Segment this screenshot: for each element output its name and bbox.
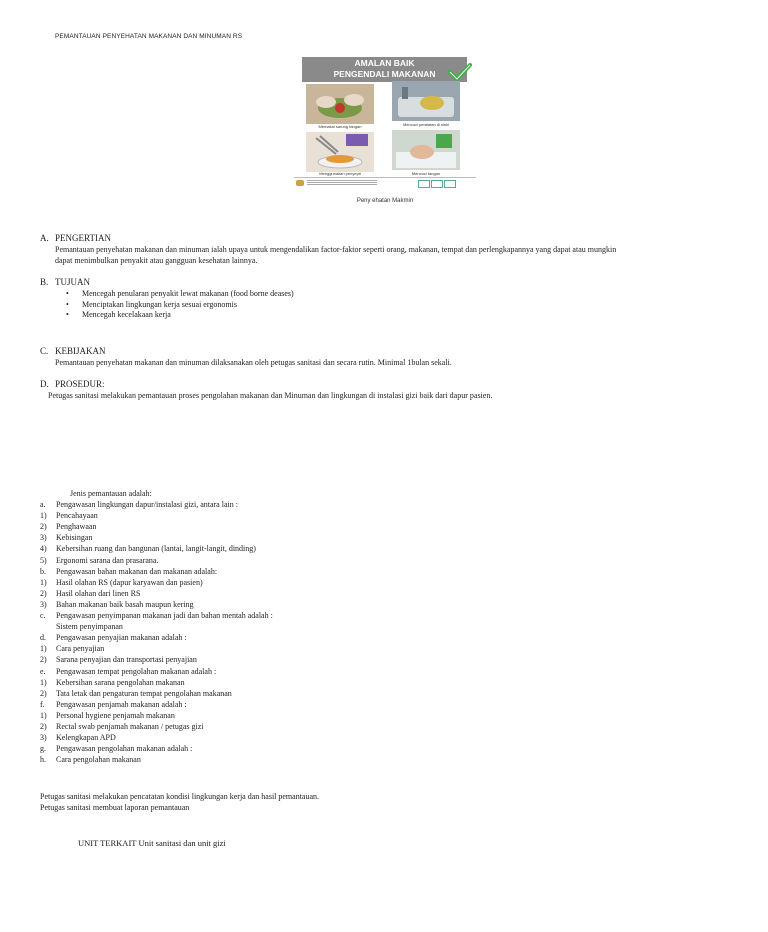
monitoring-list: [40, 488, 273, 765]
list-item-text: Tata letak dan pengaturan tempat pengolahan makanan: [56, 688, 232, 698]
list-item-number: c.: [40, 611, 46, 621]
section-c-heading: [40, 346, 106, 356]
footer-notes: [40, 791, 319, 813]
list-item-text: Pengawasan penjamah makanan adalah :: [56, 699, 187, 709]
photo-sink: [392, 81, 460, 121]
section-title: TUJUAN: [55, 277, 90, 287]
footer-logo-icon: [418, 180, 430, 188]
list-item: • Mencegah kecelakaan kerja: [66, 310, 294, 321]
check-icon: [448, 63, 472, 81]
list-item-text: Sistem penyimpanan: [56, 622, 123, 632]
list-item-text: Cara pengolahan makanan: [56, 755, 141, 765]
list-item-number: b.: [40, 566, 46, 576]
section-a-line1: Pemantauan penyehatan makanan dan minuman ialah upaya untuk mengendalikan factor-faktor seperti orang, makanan, tempat dan perlengkapannya yang dapat atau mungkin: [55, 245, 617, 254]
list-item: [40, 643, 273, 654]
list-item: [40, 588, 273, 599]
poster-footer: [294, 177, 476, 188]
list-item-number: 4): [40, 544, 47, 554]
list-item: [40, 688, 273, 699]
caption-gloves: Memakai sarung tangan: [318, 124, 362, 129]
document-header: PEMANTAUAN PENYEHATAN MAKANAN DAN MINUMAN RS: [55, 33, 243, 40]
list-item-number: e.: [40, 666, 46, 676]
section-title: PENGERTIAN: [55, 233, 111, 243]
list-intro: Jenis pemantauan adalah:: [70, 489, 152, 498]
list-item: [40, 599, 273, 610]
section-title: PROSEDUR:: [55, 379, 105, 389]
goals-list: [66, 289, 294, 321]
list-item-text: Cara penyajian: [56, 644, 105, 654]
list-item-number: 2): [40, 588, 47, 598]
list-item: [40, 610, 273, 621]
list-item: • Menciptakan lingkungan kerja sesuai ergonomis: [66, 300, 294, 311]
section-letter: C.: [40, 346, 49, 356]
section-d-text: Petugas sanitasi melakukan pemantauan proses pengolahan makanan dan Minuman dan lingkungan di instalasi gizi baik dari dapur pasien.: [48, 391, 493, 400]
list-item: [40, 499, 273, 510]
footer-logo-icon: [431, 180, 443, 188]
list-item: [40, 743, 273, 754]
list-item-text: Pengawasan penyajian makanan adalah :: [56, 633, 187, 643]
list-item-text: Pengawasan bahan makanan dan makanan adalah:: [56, 566, 218, 576]
list-item: [40, 677, 273, 688]
list-item: [40, 577, 273, 588]
caption-handwash: Mencuci tangan: [411, 171, 441, 176]
photo-handwash: [392, 130, 460, 170]
list-item-number: 1): [40, 677, 47, 687]
list-item-number: 5): [40, 555, 47, 565]
section-c-text: Pemantauan penyehatan makanan dan minuman dilaksanakan oleh petugas sanitasi dan secara rutin. Minimal 1bulan sekali.: [55, 358, 452, 367]
list-item-number: 2): [40, 655, 47, 665]
poster-caption: Peny ehatan Makmin: [356, 198, 414, 204]
list-item-number: 1): [40, 644, 47, 654]
poster-title-line2: PENGENDALI MAKANAN: [333, 69, 436, 79]
list-item-text: Hasil olahan RS (dapur karyawan dan pasien): [56, 577, 203, 587]
list-item: [40, 754, 273, 765]
list-item: [40, 721, 273, 732]
footer-line1: Petugas sanitasi melakukan pencatatan kondisi lingkungan kerja dan hasil pemantauan.: [40, 792, 320, 801]
list-item-text: Pengawasan tempat pengolahan makanan adalah :: [56, 666, 217, 676]
list-item-text: Kebersihan sarana pengolahan makanan: [56, 677, 185, 687]
footer-logo-icon: [444, 180, 456, 188]
poster-image: [294, 57, 476, 191]
poster-footer-text: [307, 180, 377, 185]
list-item-number: 1): [40, 577, 47, 587]
list-item-number: 2): [40, 522, 47, 532]
list-item: [40, 621, 273, 632]
list-item: [40, 666, 273, 677]
poster-title-line1: AMALAN BAIK: [354, 58, 415, 68]
list-item-number: f.: [40, 699, 45, 709]
list-item: [40, 510, 273, 521]
list-item-number: 1): [40, 511, 47, 521]
list-item: • Mencegah penularan penyakit lewat makanan (food borne deases): [66, 289, 294, 300]
list-item-text: Hasil olahan dari linen RS: [56, 588, 141, 598]
list-item-text: Pencahayaan: [56, 511, 98, 521]
poster-title: [302, 57, 467, 82]
section-a-text: [55, 244, 755, 266]
list-item-text: Penghawaan: [56, 522, 97, 532]
list-item-text: Ergonomi sarana dan prasarana.: [56, 555, 159, 565]
section-d-heading: [40, 379, 105, 389]
section-title: KEBIJAKAN: [55, 346, 106, 356]
list-item-number: d.: [40, 633, 46, 643]
list-item: [40, 532, 273, 543]
section-letter: B.: [40, 277, 49, 287]
ministry-logo-icon: [296, 180, 304, 186]
caption-sink: Mencuci peralatan di sinki: [402, 122, 450, 127]
section-b-heading: [40, 277, 90, 287]
list-item-number: 2): [40, 721, 47, 731]
list-item-text: Pengawasan pengolahan makanan adalah :: [56, 744, 193, 754]
list-item: [40, 710, 273, 721]
list-item-number: h.: [40, 755, 46, 765]
list-item-text: Sarana penyajian dan transportasi penyajian: [56, 655, 197, 665]
section-letter: D.: [40, 379, 49, 389]
list-item-number: 3): [40, 533, 47, 543]
list-item-text: Kebersihan ruang dan bangunan (lantai, langit-langit, dinding): [56, 544, 256, 554]
list-item-text: Bahan makanan baik basah maupun kering: [56, 599, 194, 609]
photo-tongs: [306, 132, 374, 172]
list-item: [40, 521, 273, 532]
list-item-number: 3): [40, 599, 47, 609]
related-unit: UNIT TERKAIT Unit sanitasi dan unit gizi: [78, 838, 226, 848]
list-item: [40, 566, 273, 577]
list-item-text: Pengawasan lingkungan dapur/instalasi gizi, antara lain :: [56, 500, 238, 510]
caption-tongs: Menggunakan penyepit: [319, 171, 361, 176]
list-item-text: Kelengkapan APD: [56, 733, 116, 743]
list-item-number: 1): [40, 710, 47, 720]
list-item: [40, 654, 273, 665]
list-item-text: Kebisingan: [56, 533, 93, 543]
section-a-line2: dapat menimbulkan penyakit atau gangguan kesehatan lainnya.: [55, 256, 258, 265]
list-item-number: 3): [40, 733, 47, 743]
list-item-number: a.: [40, 500, 46, 510]
list-item-number: g.: [40, 744, 46, 754]
list-item-text: Rectal swab penjamah makanan / petugas gizi: [56, 721, 204, 731]
footer-line2: Petugas sanitasi membuat laporan pemantauan: [40, 803, 190, 812]
list-item-text: Personal hygiene penjamah makanan: [56, 710, 175, 720]
list-item: [40, 632, 273, 643]
list-item: [40, 732, 273, 743]
section-letter: A.: [40, 233, 49, 243]
list-item: [40, 555, 273, 566]
list-item-text: Pengawasan penyimpanan makanan jadi dan bahan mentah adalah :: [56, 611, 273, 621]
list-item-number: 2): [40, 688, 47, 698]
list-item: [40, 543, 273, 554]
section-a-heading: [40, 233, 111, 243]
photo-gloves: [306, 84, 374, 124]
list-item: [40, 699, 273, 710]
